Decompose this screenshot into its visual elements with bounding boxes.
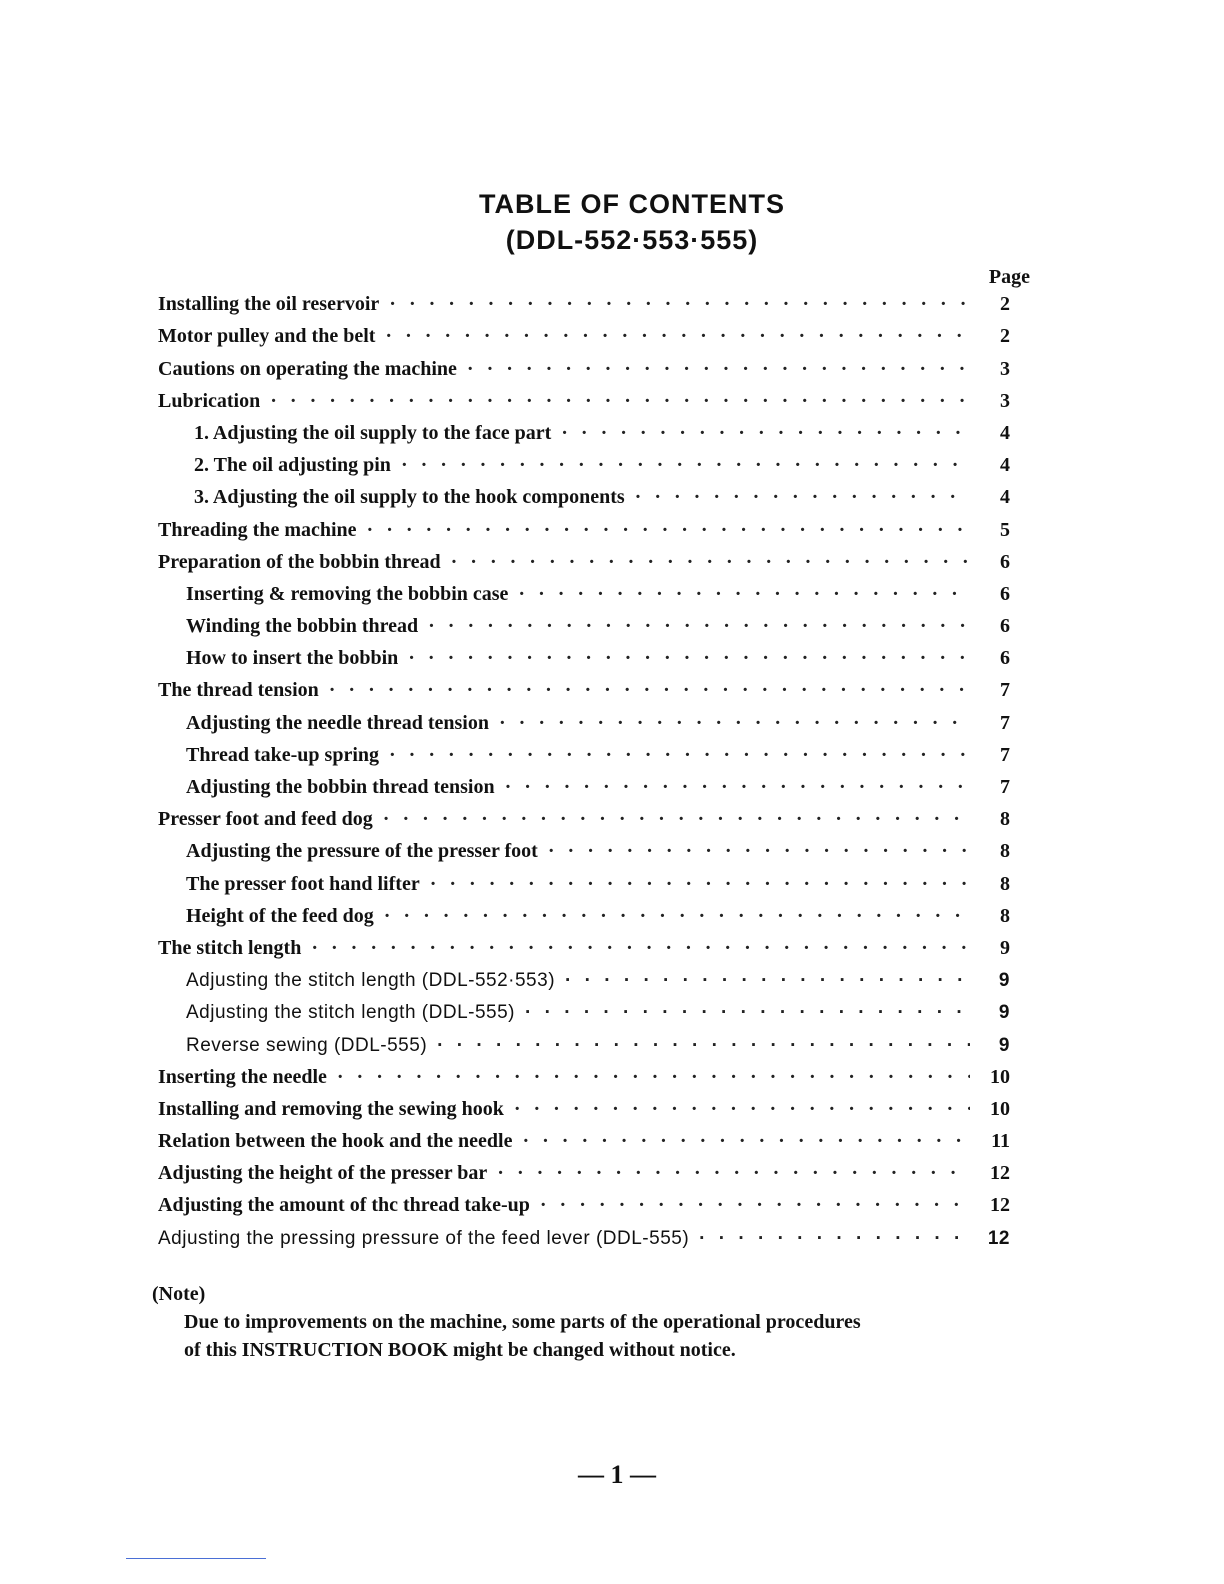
toc-entry-label: 1. Adjusting the oil supply to the face part [194, 421, 552, 444]
toc-entry [150, 1153, 1010, 1185]
page-number: — 1 — [578, 1460, 656, 1489]
toc-entry [150, 542, 1010, 574]
link-underline [126, 1558, 266, 1559]
toc-entry-page: 8 [1000, 840, 1010, 863]
toc-dot-leader [540, 1194, 970, 1217]
toc-entry-label: Adjusting the stitch length (DDL-552·553) [186, 970, 556, 992]
note-section [152, 1280, 1032, 1364]
note-line-1: Due to improvements on the machine, some parts of the operational procedures [184, 1311, 861, 1333]
toc-entry-label: How to insert the bobbin [186, 647, 399, 670]
toc-entry-label: Cautions on operating the machine [158, 357, 457, 380]
toc-entry [150, 992, 1010, 1024]
toc-dot-leader [408, 647, 970, 670]
toc-entry [150, 284, 1010, 316]
toc-entry [150, 831, 1010, 863]
toc-entry [150, 863, 1010, 895]
note-line-2: of this INSTRUCTION BOOK might be changed without notice. [184, 1339, 736, 1361]
toc-entry [150, 702, 1010, 734]
toc-entry [150, 574, 1010, 606]
toc-entry-label: Reverse sewing (DDL-555) [186, 1034, 428, 1056]
toc-entry [150, 1089, 1010, 1121]
title-line-2: (DDL-552·553·555) [505, 225, 759, 255]
toc-entry [150, 670, 1010, 702]
toc-entry [150, 799, 1010, 831]
toc-dot-leader [548, 840, 970, 863]
toc-entry-page: 11 [991, 1130, 1010, 1153]
table-of-contents [150, 284, 1010, 1250]
toc-entry-page: 2 [1000, 293, 1010, 316]
toc-entry-page: 6 [1000, 582, 1010, 605]
toc-dot-leader [514, 1098, 970, 1121]
toc-entry-page: 9 [998, 1002, 1010, 1024]
toc-dot-leader [561, 422, 970, 445]
toc-dot-leader [389, 744, 970, 767]
toc-dot-leader [467, 358, 970, 381]
toc-dot-leader [428, 615, 970, 638]
toc-entry-page: 12 [990, 1162, 1010, 1185]
toc-entry-page: 9 [1000, 936, 1010, 959]
toc-dot-leader [383, 808, 970, 831]
toc-entry [150, 606, 1010, 638]
toc-entry [150, 445, 1010, 477]
toc-entry [150, 1121, 1010, 1153]
toc-entry-page: 5 [1000, 518, 1010, 541]
toc-dot-leader [430, 873, 970, 896]
toc-entry [150, 316, 1010, 348]
toc-dot-leader [329, 679, 970, 702]
toc-entry-page: 2 [1000, 325, 1010, 348]
toc-entry-page: 9 [998, 970, 1010, 992]
toc-dot-leader [385, 325, 970, 348]
toc-entry-page: 6 [1000, 615, 1010, 638]
toc-entry-label: Preparation of the bobbin thread [158, 550, 441, 573]
title-line-1: TABLE OF CONTENTS [479, 189, 785, 219]
toc-dot-leader [525, 1002, 970, 1024]
toc-entry-page: 4 [1000, 486, 1010, 509]
toc-entry-page: 8 [1000, 872, 1010, 895]
toc-entry-label: Adjusting the pressure of the presser foot [186, 840, 538, 863]
toc-dot-leader [437, 1035, 970, 1057]
toc-entry-label: Installing the oil reservoir [158, 293, 380, 316]
toc-dot-leader [401, 454, 970, 477]
toc-entry-label: Inserting the needle [158, 1065, 327, 1088]
toc-entry-label: Installing and removing the sewing hook [158, 1097, 504, 1120]
toc-dot-leader [499, 712, 970, 735]
toc-entry [150, 1217, 1010, 1249]
toc-entry-label: Thread take-up spring [186, 743, 380, 766]
toc-dot-leader [505, 776, 970, 799]
toc-dot-leader [565, 970, 970, 992]
toc-entry [150, 509, 1010, 541]
toc-entry [150, 1185, 1010, 1217]
toc-dot-leader [337, 1066, 970, 1089]
toc-entry-label: Inserting & removing the bobbin case [186, 582, 509, 605]
toc-entry-page: 6 [1000, 550, 1010, 573]
toc-entry-label: Presser foot and feed dog [158, 808, 373, 831]
toc-entry-label: Adjusting the stitch length (DDL-555) [186, 1002, 515, 1024]
toc-entry-page: 12 [990, 1194, 1010, 1217]
toc-entry-label: Adjusting the needle thread tension [186, 711, 489, 734]
toc-entry-label: Adjusting the height of the presser bar [158, 1162, 488, 1185]
toc-entry-label: The thread tension [158, 679, 319, 702]
toc-entry-label: Adjusting the pressing pressure of the feed lever (DDL-555) [158, 1227, 690, 1249]
toc-entry-page: 8 [1000, 904, 1010, 927]
toc-entry-page: 3 [1000, 389, 1010, 412]
toc-entry-label: Motor pulley and the belt [158, 325, 376, 348]
toc-entry-label: Adjusting the amount of thc thread take-up [158, 1194, 530, 1217]
toc-dot-leader [699, 1228, 970, 1250]
toc-entry-label: Adjusting the bobbin thread tension [186, 776, 495, 798]
toc-entry-label: The presser foot hand lifter [186, 872, 420, 895]
note-heading: (Note) [152, 1283, 206, 1305]
toc-entry [150, 928, 1010, 960]
toc-entry [150, 1057, 1010, 1089]
toc-dot-leader [389, 293, 970, 316]
toc-entry [150, 1024, 1010, 1056]
toc-entry [150, 381, 1010, 413]
toc-entry-label: Lubrication [158, 389, 261, 412]
toc-entry [150, 348, 1010, 380]
toc-dot-leader [451, 551, 970, 574]
toc-entry-page: 6 [1000, 647, 1010, 670]
toc-entry-page: 3 [1000, 357, 1010, 380]
toc-entry-page: 10 [990, 1065, 1010, 1088]
toc-dot-leader [311, 937, 970, 960]
document-title [0, 186, 1224, 258]
toc-entry-page: 8 [1000, 808, 1010, 831]
toc-entry-page: 9 [998, 1034, 1010, 1056]
toc-entry [150, 960, 1010, 992]
toc-entry [150, 413, 1010, 445]
toc-entry-page: 12 [987, 1227, 1010, 1249]
toc-dot-leader [497, 1162, 970, 1185]
toc-entry-page: 4 [1000, 421, 1010, 444]
toc-entry-label: Winding the bobbin thread [186, 615, 419, 638]
note-body [152, 1308, 1032, 1364]
toc-entry [150, 896, 1010, 928]
toc-entry-label: 2. The oil adjusting pin [194, 454, 391, 477]
toc-entry-page: 7 [1000, 743, 1010, 766]
toc-entry-page: 4 [1000, 454, 1010, 477]
toc-entry-label: The stitch length [158, 936, 302, 959]
toc-entry [150, 735, 1010, 767]
toc-dot-leader [384, 905, 970, 928]
toc-entry-label: Threading the machine [158, 518, 357, 541]
toc-entry-label: 3. Adjusting the oil supply to the hook components [194, 486, 625, 509]
toc-entry [150, 638, 1010, 670]
toc-dot-leader [367, 519, 970, 542]
toc-entry-page: 7 [1000, 711, 1010, 734]
toc-entry-page: 7 [1000, 776, 1010, 798]
toc-dot-leader [270, 390, 970, 413]
page-column-label: Page [988, 266, 1030, 288]
toc-entry [150, 767, 1010, 799]
toc-dot-leader [522, 1130, 970, 1153]
toc-entry-label: Relation between the hook and the needle [158, 1130, 513, 1153]
toc-entry-label: Height of the feed dog [186, 904, 374, 927]
toc-entry [150, 477, 1010, 509]
toc-dot-leader [635, 486, 970, 509]
toc-dot-leader [518, 583, 970, 606]
toc-entry-page: 10 [990, 1097, 1010, 1120]
toc-entry-page: 7 [1000, 679, 1010, 702]
